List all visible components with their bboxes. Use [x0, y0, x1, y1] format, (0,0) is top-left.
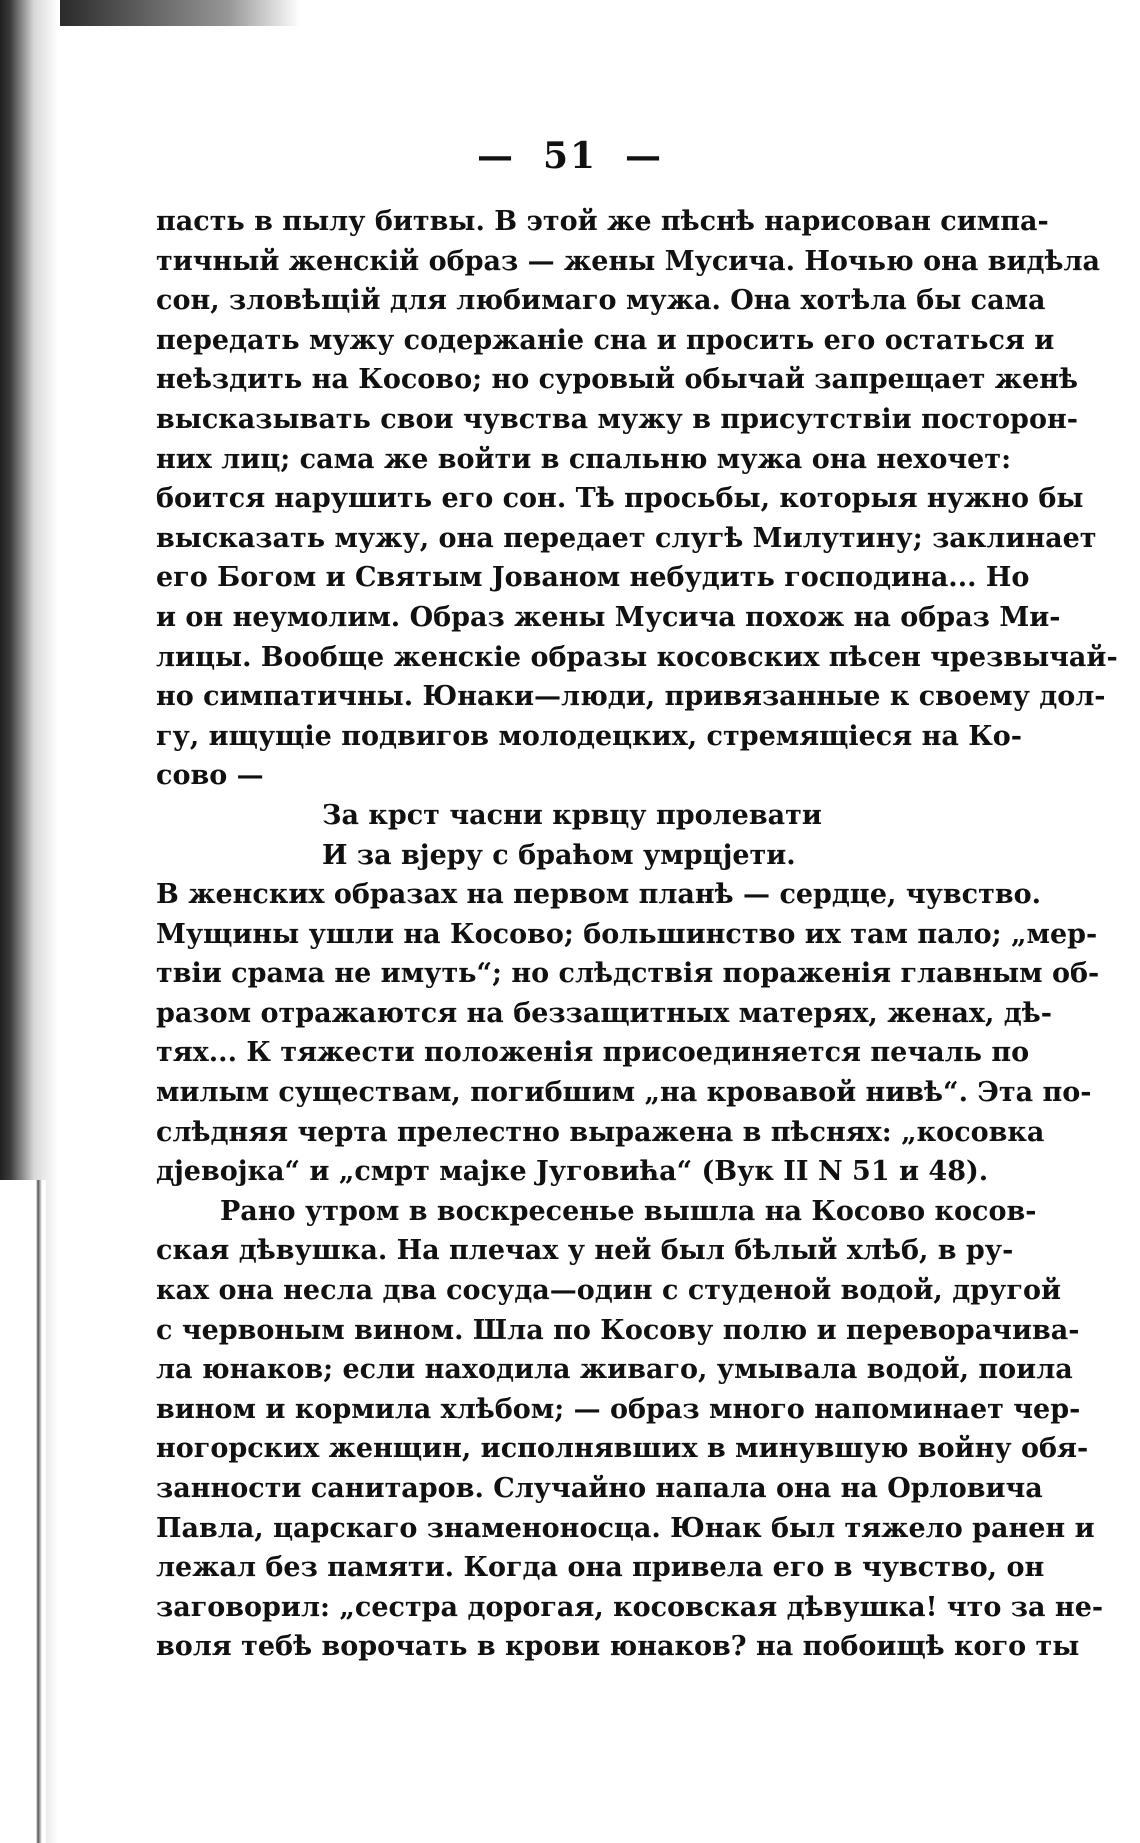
- verse-quote: [156, 796, 974, 875]
- text-line: лицы. Вообще женскіе образы косовских пѣсен чрезвычай-: [156, 641, 1118, 673]
- paragraph-2: [156, 875, 1100, 1192]
- text-line: но симпатичны. Юнаки—люди, привязанные к своему дол-: [156, 681, 1106, 713]
- verse-line: За крст часни крвцу пролевати: [322, 799, 822, 831]
- text-line: неѣздить на Косово; но суровый обычай запрещает женѣ: [156, 364, 1078, 396]
- paragraph-1: [156, 202, 1118, 796]
- text-line: В женских образах на первом планѣ — сердце, чувство.: [156, 879, 1042, 911]
- page-number-dash-right: —: [625, 135, 664, 177]
- text-line: занности санитаров. Случайно напала она на Орловича: [156, 1473, 1043, 1504]
- text-line: ках она несла два сосуда—один с студеной водой, другой: [156, 1275, 1061, 1307]
- text-line: высказывать свои чувства мужу в присутствіи посторон-: [156, 403, 1078, 435]
- scan-top-smudge: [60, 0, 300, 26]
- text-line: них лиц; сама же войти в спальню мужа она нехочет:: [156, 443, 1012, 475]
- text-line: слѣдняя черта прелестно выражена в пѣснях: „косовка: [156, 1116, 1045, 1148]
- text-line: высказать мужу, она передает слугѣ Милутину; заклинает: [156, 522, 1097, 554]
- text-line: передать мужу содержаніе сна и просить его остаться и: [156, 324, 1055, 356]
- text-line: его Богом и Святым Јованом небудить господина... Но: [156, 562, 1030, 594]
- text-line: лежал без памяти. Когда она привела его в чувство, он: [156, 1552, 1045, 1584]
- text-line: Павла, царскаго знаменоносца. Юнак был тяжело ранен и: [156, 1512, 1095, 1544]
- text-line: тичный женскій образ — жены Мусича. Ночью она видѣла: [156, 245, 1101, 277]
- text-line: твіи срама не имуть“; но слѣдствія пораженія главным об-: [156, 958, 1100, 990]
- page-number: [0, 135, 1140, 177]
- verse-line: И за вјеру с браћом умрцјети.: [322, 839, 796, 871]
- text-line: воля тебѣ ворочать в крови юнаков? на побоищѣ кого ты: [156, 1631, 1080, 1663]
- text-line: милым существам, погибшим „на кровавой нивѣ“. Эта по-: [156, 1077, 1092, 1109]
- text-line: Мущины ушли на Косово; большинство их там пало; „мер-: [156, 918, 1098, 950]
- page-number-dash-left: —: [476, 135, 515, 177]
- text-line: и он неумолим. Образ жены Мусича похож на образ Ми-: [156, 601, 1061, 633]
- text-line: вином и кормила хлѣбом; — образ много напоминает чер-: [156, 1393, 1081, 1425]
- text-line: Рано утром в воскресенье вышла на Косово косов-: [220, 1195, 1037, 1227]
- text-line: разом отражаются на беззащитных матерях, женах, дѣ-: [156, 997, 1052, 1029]
- text-line: заговорил: „сестра дорогая, косовская дѣвушка! что за не-: [156, 1591, 1104, 1623]
- text-line: пасть в пылу битвы. В этой же пѣснѣ нарисован симпа-: [156, 206, 1049, 237]
- text-line: гу, ищущіе подвигов молодецких, стремящіеся на Ко-: [156, 720, 1023, 752]
- text-line: тях... К тяжести положенія присоединяется печаль по: [156, 1037, 1030, 1069]
- page-body: [156, 202, 1118, 1667]
- text-line: дјевојка“ и „смрт мајке Југовића“ (Вук II N 51 и 48).: [156, 1156, 989, 1188]
- text-line: ская дѣвушка. На плечах у ней был бѣлый хлѣб, в ру-: [156, 1235, 1014, 1267]
- text-line: ногорских женщин, исполнявших в минувшую войну обя-: [156, 1433, 1089, 1465]
- text-line: боится нарушить его сон. Тѣ просьбы, которыя нужно бы: [156, 483, 1084, 515]
- text-line: с червоным вином. Шла по Косову полю и переворачива-: [156, 1314, 1080, 1346]
- page-number-value: 51: [542, 135, 598, 177]
- text-line: сон, зловѣщій для любимаго мужа. Она хотѣла бы сама: [156, 285, 1046, 317]
- paragraph-3: [156, 1192, 1104, 1667]
- text-line: сово —: [156, 760, 264, 792]
- text-line: ла юнаков; если находила живаго, умывала водой, поила: [156, 1354, 1073, 1386]
- scan-edge-shadow: [0, 0, 60, 1843]
